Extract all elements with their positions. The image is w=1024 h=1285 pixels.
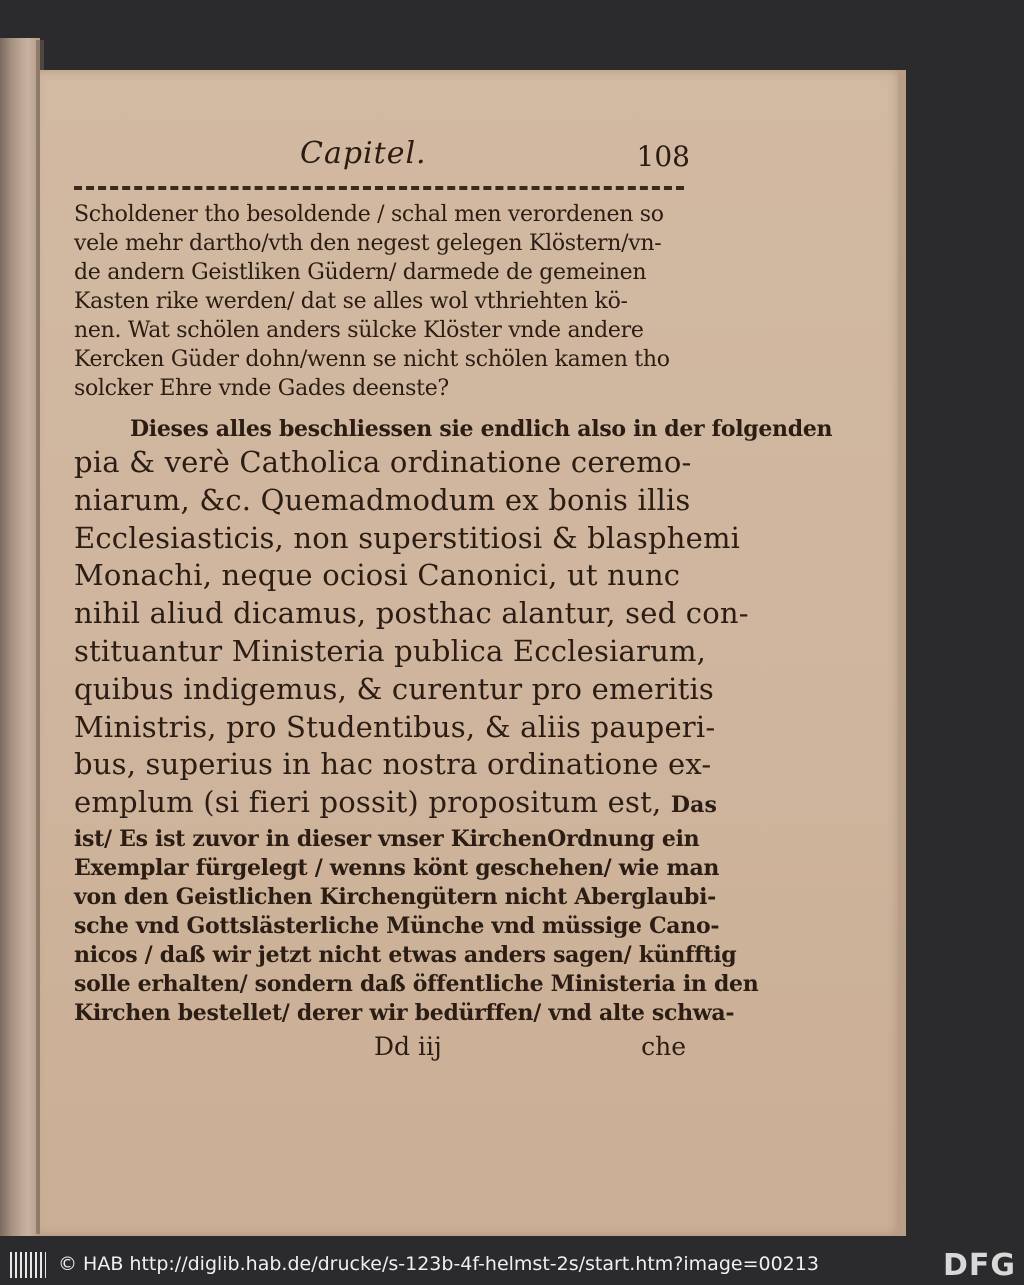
text-line: Ecclesiasticis, non superstitiosi & blasphemi [74, 520, 741, 555]
text-line: Kirchen bestellet/ derer wir bedürffen/ vnd alte schwa- [74, 999, 735, 1026]
left-page-edge [0, 38, 40, 1236]
text-line: sche vnd Gottslästerliche Münche vnd müssige Cano- [74, 912, 720, 939]
viewer-footer [0, 1244, 1024, 1285]
german-paragraph [74, 825, 759, 1028]
mixed-line-latin: emplum (si fieri possit) propositum est, [74, 785, 662, 820]
mixed-line-german: Das [670, 792, 718, 819]
text-line: Monachi, neque ociosi Canonici, ut nunc [74, 558, 681, 593]
low-german-paragraph [74, 200, 686, 403]
text-line: nen. Wat schölen anders sülcke Klöster vnde andere [74, 318, 644, 343]
latin-paragraph [74, 444, 749, 825]
text-line: quibus indigemus, & curentur pro emeritis [74, 671, 715, 706]
mixed-line [74, 784, 718, 825]
catchword: che [641, 1032, 686, 1061]
text-line: Ministris, pro Studentibus, & aliis pauperi- [74, 709, 716, 744]
text-line: niarum, &c. Quemadmodum ex bonis illis [74, 482, 691, 517]
text-line: solle erhalten/ sondern daß öffentliche Ministeria in den [74, 970, 759, 997]
german-intro [74, 415, 833, 444]
text-line: vele mehr dartho/vth den negest gelegen Klöstern/vn- [74, 231, 662, 256]
text-line: bus, superius in hac nostra ordinatione ex- [74, 747, 712, 782]
barcode-icon [10, 1252, 46, 1278]
text-line: de andern Geistliken Güdern/ darmede de gemeinen [74, 260, 647, 285]
copyright-link[interactable]: © HAB http://diglib.hab.de/drucke/s-123b-4f-helmst-2s/start.htm?image=00213 [58, 1253, 819, 1275]
text-line: nicos / daß wir jetzt nicht etwas anders sagen/ künfftig [74, 941, 737, 968]
dfg-logo: DFG [942, 1248, 1016, 1283]
page-number: 108 [636, 140, 690, 173]
text-line: stituantur Ministeria publica Ecclesiarum, [74, 633, 707, 668]
text-line: Kercken Güder dohn/wenn se nicht schölen kamen tho [74, 347, 670, 372]
text-line: Dieses alles beschliessen sie endlich also in der folgenden [130, 416, 833, 442]
text-line: solcker Ehre vnde Gades deenste? [74, 376, 449, 401]
page-right-edge [898, 70, 906, 1236]
running-head: Capitel. [300, 136, 427, 171]
text-line: Exemplar fürgelegt / wenns könt geschehen/ wie man [74, 854, 720, 881]
page-body [74, 200, 833, 1028]
text-line: Kasten rike werden/ dat se alles wol vthriehten kö- [74, 289, 628, 314]
signature-mark: Dd iij [374, 1032, 442, 1061]
text-line: pia & verè Catholica ordinatione ceremo- [74, 445, 692, 479]
text-line: von den Geistlichen Kirchengütern nicht Aberglaubi- [74, 883, 716, 910]
text-line: Scholdener tho besoldende / schal men verordenen so [74, 202, 664, 227]
text-line: ist/ Es ist zuvor in dieser vnser KirchenOrdnung ein [74, 825, 700, 852]
page-header [300, 136, 690, 180]
header-rule [74, 186, 684, 190]
page-footer-line [74, 1032, 686, 1064]
text-line: nihil aliud dicamus, posthac alantur, sed con- [74, 596, 749, 631]
